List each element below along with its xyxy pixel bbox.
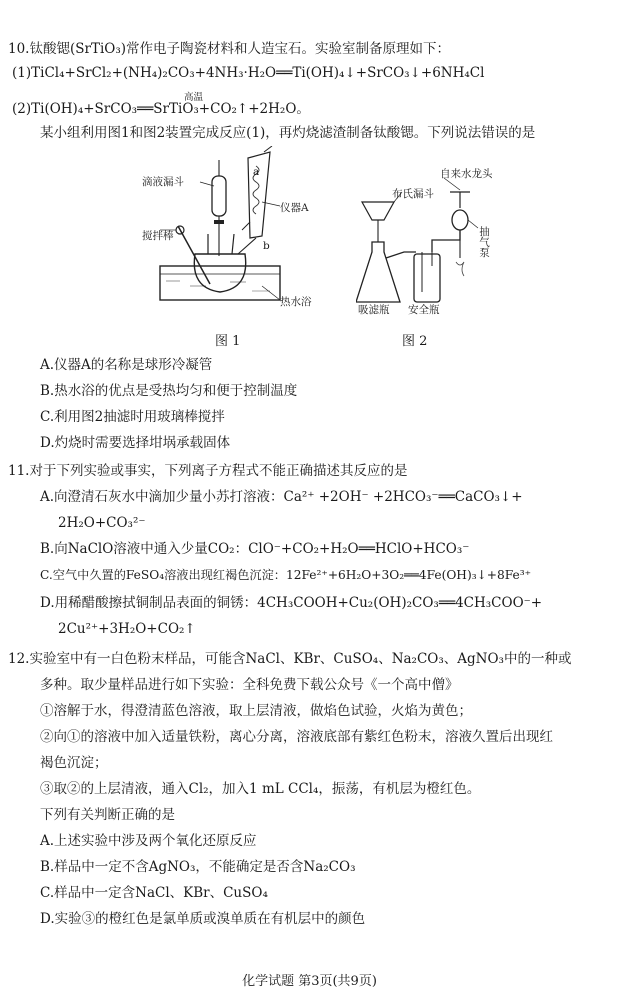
q10-option-c: C.利用图2抽滤时用玻璃棒搅拌 <box>40 409 225 425</box>
q12-option-c: C.样品中一定含NaCl、KBr、CuSO₄ <box>40 885 268 901</box>
q11-option-d-continued: 2Cu²⁺+3H₂O+CO₂↑ <box>58 621 196 637</box>
q10-task: 某小组利用图1和图2装置完成反应(1)，再灼烧滤渣制备钛酸锶。下列说法错误的是 <box>40 125 536 141</box>
fig1-label-dropping-funnel: 滴液漏斗 <box>142 176 184 188</box>
fig2-label-suction-flask: 吸滤瓶 <box>358 304 390 316</box>
q10-option-d: D.灼烧时需要选择坩埚承载固体 <box>40 435 231 451</box>
q12-step-1: ①溶解于水，得澄清蓝色溶液，取上层清液，做焰色试验，火焰为黄色； <box>40 703 472 719</box>
fig2-label-buchner-funnel: 布氏漏斗 <box>392 188 434 200</box>
fig1-caption: 图 1 <box>215 334 241 349</box>
q11-option-c: C.空气中久置的FeSO₄溶液出现红褐色沉淀：12Fe²⁺+6H₂O+3O₂══4Fe(OH)₃↓+8Fe³⁺ <box>40 568 532 582</box>
q10-option-a: A.仪器A的名称是球形冷凝管 <box>40 357 213 373</box>
q11-option-a: A.向澄清石灰水中滴加少量小苏打溶液：Ca²⁺ +2OH⁻ +2HCO₃⁻══CaCO₃↓+ <box>40 489 523 505</box>
q10-equation-1: (1)TiCl₄+SrCl₂+(NH₄)₂CO₃+4NH₃·H₂O══Ti(OH)₄↓+SrCO₃↓+6NH₄Cl <box>12 65 485 81</box>
q10-option-b: B.热水浴的优点是受热均匀和便于控制温度 <box>40 383 298 399</box>
q12-step-3: ③取②的上层清液，通入Cl₂，加入1 mL CCl₄，振荡，有机层为橙红色。 <box>40 781 481 797</box>
fig2-label-faucet: 自来水龙头 <box>440 168 493 180</box>
q12-option-d: D.实验③的橙红色是氯单质或溴单质在有机层中的颜色 <box>40 911 366 927</box>
fig1-label-port-b: b <box>263 240 270 252</box>
fig1-label-water-bath: 热水浴 <box>280 296 312 308</box>
q11-stem: 11.对于下列实验或事实，下列离子方程式不能正确描述其反应的是 <box>8 463 408 479</box>
fig2-label-safety-bottle: 安全瓶 <box>408 304 440 316</box>
fig1-label-stirrer: 搅拌棒 <box>142 230 174 242</box>
fig1-label-port-a: a <box>253 166 260 178</box>
q11-option-b: B.向NaClO溶液中通入少量CO₂：ClO⁻+CO₂+H₂O══HClO+HCO₃⁻ <box>40 541 470 557</box>
q10-stem: 10.钛酸锶(SrTiO₃)常作电子陶瓷材料和人造宝石。实验室制备原理如下： <box>8 41 451 57</box>
q10-equation-2-condition: 高温 <box>184 92 204 103</box>
fig1-label-instrument-a: 仪器A <box>280 202 309 214</box>
fig2-label-pump: 抽气泵 <box>478 226 490 258</box>
q12-option-a: A.上述实验中涉及两个氧化还原反应 <box>40 833 257 849</box>
page-footer: 化学试题 第3页(共9页) <box>242 974 377 989</box>
q12-step-2: ②向①的溶液中加入适量铁粉，离心分离，溶液底部有紫红色粉末，溶液久置后出现红 <box>40 729 553 745</box>
q12-step-2-continued: 褐色沉淀； <box>40 755 108 771</box>
q11-option-a-continued: 2H₂O+CO₃²⁻ <box>58 515 146 531</box>
q11-option-d: D.用稀醋酸擦拭铜制品表面的铜锈：4CH₃COOH+Cu₂(OH)₂CO₃══4CH₃COO⁻+ <box>40 595 543 611</box>
fig2-caption: 图 2 <box>402 334 428 349</box>
q12-stem-line-1: 12.实验室中有一白色粉末样品，可能含NaCl、KBr、CuSO₄、Na₂CO₃、AgNO₃中的一种或 <box>8 651 572 667</box>
q12-question: 下列有关判断正确的是 <box>40 807 175 823</box>
q12-stem-line-2: 多种。取少量样品进行如下实验：全科免费下载公众号《一个高中僧》 <box>40 677 459 693</box>
q12-option-b: B.样品中一定不含AgNO₃，不能确定是否含Na₂CO₃ <box>40 859 356 875</box>
q10-equation-2: (2)Ti(OH)₄+SrCO₃══SrTiO₃+CO₂↑+2H₂O。 <box>12 101 310 117</box>
